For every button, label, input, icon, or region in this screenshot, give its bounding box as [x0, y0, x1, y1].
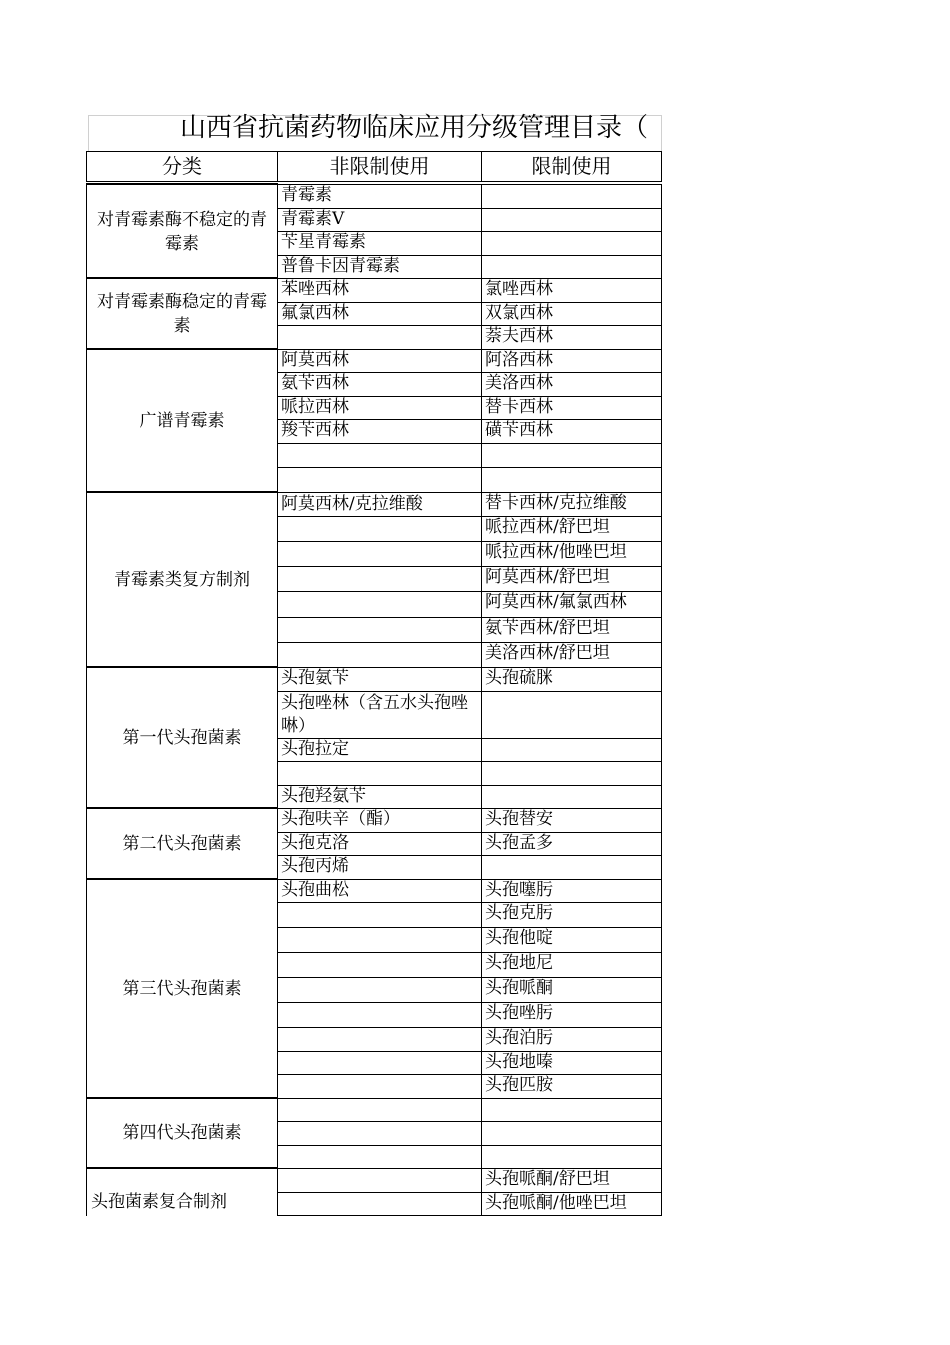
restricted-cell: 阿莫西林/氟氯西林	[481, 591, 662, 618]
category-cell: 第二代头孢菌素	[86, 807, 278, 880]
restricted-cell: 美洛西林/舒巴坦	[481, 642, 662, 668]
header-restricted: 限制使用	[481, 151, 662, 182]
header-unrestricted: 非限制使用	[277, 151, 482, 182]
restricted-cell: 头孢克肟	[481, 902, 662, 928]
restricted-cell	[481, 443, 662, 468]
restricted-cell	[481, 1121, 662, 1146]
page-title: 山西省抗菌药物临床应用分级管理目录（	[180, 113, 649, 143]
restricted-cell: 哌拉西林/舒巴坦	[481, 516, 662, 542]
unrestricted-cell	[277, 1002, 482, 1028]
restricted-cell: 头孢唑肟	[481, 1002, 662, 1028]
unrestricted-cell: 头孢丙烯	[277, 855, 482, 880]
restricted-cell: 氨苄西林/舒巴坦	[481, 617, 662, 644]
restricted-cell: 氯唑西林	[481, 278, 662, 303]
unrestricted-cell: 头孢曲松	[277, 879, 482, 904]
restricted-cell: 头孢泊肟	[481, 1027, 662, 1053]
restricted-cell	[481, 467, 662, 493]
restricted-cell	[481, 184, 662, 209]
unrestricted-cell	[277, 1168, 482, 1193]
restricted-cell: 替卡西林	[481, 396, 662, 421]
unrestricted-cell: 氟氯西林	[277, 302, 482, 327]
unrestricted-cell: 头孢克洛	[277, 832, 482, 857]
unrestricted-cell: 头孢拉定	[277, 738, 482, 763]
restricted-cell	[481, 1098, 662, 1123]
restricted-cell: 头孢孟多	[481, 832, 662, 857]
unrestricted-cell: 苄星青霉素	[277, 231, 482, 256]
restricted-cell: 磺苄西林	[481, 419, 662, 444]
unrestricted-cell: 阿莫西林	[277, 349, 482, 374]
restricted-cell	[481, 785, 662, 810]
restricted-cell: 头孢地嗪	[481, 1051, 662, 1075]
restricted-cell: 阿洛西林	[481, 349, 662, 374]
restricted-cell: 头孢他啶	[481, 927, 662, 953]
restricted-cell: 双氯西林	[481, 302, 662, 327]
unrestricted-cell	[277, 443, 482, 468]
restricted-cell: 头孢硫脒	[481, 667, 662, 692]
unrestricted-cell: 哌拉西林	[277, 396, 482, 421]
category-cell: 头孢菌素复合制剂	[86, 1167, 278, 1216]
restricted-cell: 头孢哌酮/他唑巴坦	[481, 1192, 662, 1216]
unrestricted-cell	[277, 1027, 482, 1053]
restricted-cell	[481, 855, 662, 880]
category-cell: 对青霉素酶稳定的青霉素	[86, 277, 278, 350]
restricted-cell: 萘夫西林	[481, 325, 662, 350]
unrestricted-cell	[277, 1098, 482, 1123]
restricted-cell: 头孢匹胺	[481, 1074, 662, 1099]
category-cell: 青霉素类复方制剂	[86, 491, 278, 669]
unrestricted-cell: 头孢呋辛（酯）	[277, 808, 482, 833]
restricted-cell: 美洛西林	[481, 372, 662, 397]
unrestricted-cell	[277, 1074, 482, 1099]
restricted-cell: 阿莫西林/舒巴坦	[481, 566, 662, 592]
unrestricted-cell	[277, 591, 482, 618]
unrestricted-cell	[277, 566, 482, 592]
category-cell: 对青霉素酶不稳定的青霉素	[86, 183, 278, 279]
unrestricted-cell	[277, 927, 482, 953]
unrestricted-cell: 羧苄西林	[277, 419, 482, 444]
unrestricted-cell	[277, 761, 482, 786]
unrestricted-cell: 青霉素V	[277, 208, 482, 233]
restricted-cell: 头孢哌酮	[481, 977, 662, 1003]
unrestricted-cell	[277, 325, 482, 350]
restricted-cell	[481, 255, 662, 280]
unrestricted-cell	[277, 642, 482, 668]
unrestricted-cell	[277, 541, 482, 567]
unrestricted-cell	[277, 617, 482, 644]
restricted-cell	[481, 208, 662, 233]
header-category: 分类	[86, 151, 278, 182]
restricted-cell	[481, 1145, 662, 1170]
category-cell: 广谱青霉素	[86, 348, 278, 493]
restricted-cell	[481, 231, 662, 256]
unrestricted-cell: 青霉素	[277, 184, 482, 209]
unrestricted-cell: 头孢羟氨苄	[277, 785, 482, 810]
restricted-cell: 头孢噻肟	[481, 879, 662, 904]
unrestricted-cell	[277, 977, 482, 1003]
unrestricted-cell	[277, 1121, 482, 1146]
unrestricted-cell: 阿莫西林/克拉维酸	[277, 492, 482, 518]
unrestricted-cell	[277, 1192, 482, 1216]
unrestricted-cell	[277, 1051, 482, 1075]
restricted-cell: 头孢地尼	[481, 952, 662, 978]
unrestricted-cell	[277, 516, 482, 542]
category-cell: 第四代头孢菌素	[86, 1097, 278, 1170]
unrestricted-cell: 苯唑西林	[277, 278, 482, 303]
unrestricted-cell: 氨苄西林	[277, 372, 482, 397]
restricted-cell	[481, 691, 662, 739]
restricted-cell: 头孢替安	[481, 808, 662, 833]
category-cell: 第一代头孢菌素	[86, 666, 278, 809]
unrestricted-cell: 普鲁卡因青霉素	[277, 255, 482, 280]
restricted-cell: 头孢哌酮/舒巴坦	[481, 1168, 662, 1193]
category-cell: 第三代头孢菌素	[86, 878, 278, 1099]
restricted-cell: 哌拉西林/他唑巴坦	[481, 541, 662, 567]
unrestricted-cell	[277, 902, 482, 928]
unrestricted-cell: 头孢唑林（含五水头孢唑啉）	[277, 691, 482, 739]
unrestricted-cell	[277, 467, 482, 493]
restricted-cell: 替卡西林/克拉维酸	[481, 492, 662, 518]
unrestricted-cell	[277, 952, 482, 978]
restricted-cell	[481, 761, 662, 786]
unrestricted-cell: 头孢氨苄	[277, 667, 482, 692]
unrestricted-cell	[277, 1145, 482, 1170]
restricted-cell	[481, 738, 662, 763]
